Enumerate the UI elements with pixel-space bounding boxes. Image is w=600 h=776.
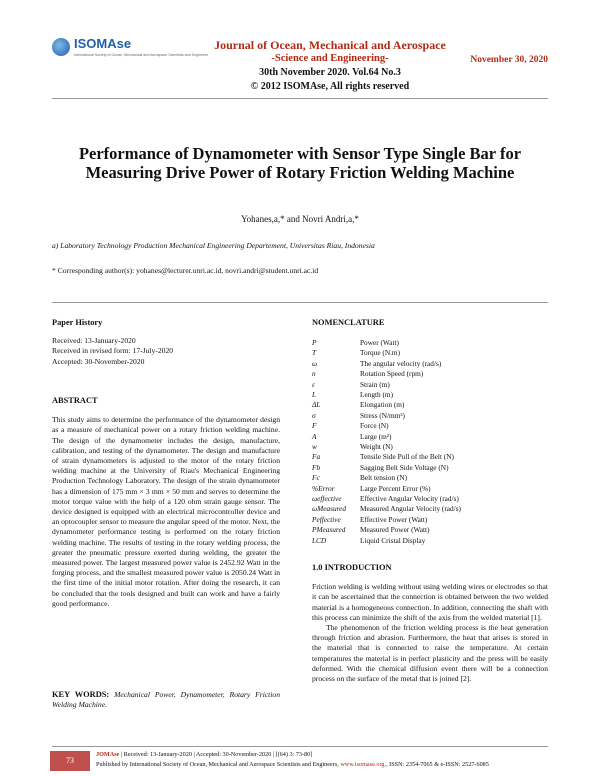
history-received: Received: 13-January-2020: [52, 336, 136, 346]
nomenclature-definition: Sagging Belt Side Voltage (N): [360, 462, 449, 472]
nomenclature-definition: Large Percent Error (%): [360, 483, 431, 493]
nomenclature-definition: Force (N): [360, 421, 389, 431]
header-date: November 30, 2020: [470, 55, 548, 65]
globe-icon: [52, 38, 70, 56]
intro-paragraph-1: Friction welding is welding without using welding wires or electrodes so that it can be ascertained that the connection is obtained between the two welded material is a homogeneous connection. In addition, connecting the shaft with this process can minimize the shift of the axis from the welded material [1].: [312, 582, 548, 622]
logo-name: ISOMAse: [74, 36, 132, 51]
nomenclature-title: NOMENCLATURE: [312, 318, 385, 327]
nomenclature-row: [312, 525, 548, 536]
abstract-text: This study aims to determine the performance of the dynamometer design as a measure of mechanical power on a rotary friction welding machine. The design of the dynamometer includes the design, manufacture, calibration, and testing of the dynamometer. The design and manufacture of strain dynamometers is adjusted to the motor of the rotary friction welding machine at the University of Riau's Mechanical Engineering Production Technology Laboratory. The design of the strain dynamometer has a dimension of 175 mm × 3 mm × 50 mm and serves to determine the motor torque value with the help of a 120 ohm strain gauge sensor. The device designed is equipped with an electrical microcontroller device and an optocoupler sensor to measure the angular speed of the motor. Next, the dynamometer performance testing is performed on the rotary friction welding machine. The results of testing in the rotary welding process, the greater the pneumatic pressure exerted during welding, the greater the measured power. The largest measured power value is 2452.92 Watt in the forging process, and the smallest measured power value is 2050.24 Watt in the first time of the initial motor rotation. After doing the research, it can be concluded that the tools designed and built can work and have a fairly good performance.: [52, 415, 280, 608]
nomenclature-symbol: w: [312, 442, 317, 451]
nomenclature-symbol: Peffective: [312, 514, 341, 524]
abstract-section: [52, 396, 280, 609]
nomenclature-row: [312, 515, 548, 526]
footer-brand: JOMAse: [96, 751, 120, 758]
intro-heading: 1.0 INTRODUCTION: [312, 563, 392, 572]
nomenclature-row: [312, 421, 548, 432]
footer-publisher: Published by International Society of Ocean, Mechanical and Aerospace Scientists and Engineers,: [96, 761, 339, 768]
nomenclature-definition: Tensile Side Pull of the Belt (N): [360, 452, 454, 462]
keywords-text: Mechanical Power, Dynamometer, Rotary Friction Welding Machine.: [52, 690, 280, 710]
nomenclature-definition: Elongation (m): [360, 400, 405, 410]
keywords-label: KEY WORDS:: [52, 690, 110, 699]
footer-line-2: [96, 761, 489, 768]
nomenclature-symbol: Fc: [312, 473, 320, 483]
logo-subtitle: International Society of Ocean, Mechanical and Aerospace Scientists and Engineers: [74, 53, 208, 57]
nomenclature-heading: [312, 318, 548, 328]
keywords: [52, 690, 280, 710]
nomenclature-row: [312, 473, 548, 484]
nomenclature-definition: Effective Power (Watt): [360, 514, 428, 524]
nomenclature-symbol: P: [312, 338, 317, 347]
nomenclature-symbol: n: [312, 369, 316, 379]
nomenclature-definition: Liquid Cristal Display: [360, 535, 426, 545]
journal-header: [200, 38, 460, 94]
nomenclature-row: [312, 338, 548, 349]
nomenclature-row: [312, 494, 548, 505]
history-heading: Paper History: [52, 318, 103, 327]
nomenclature-definition: Measured Angular Velocity (rad/s): [360, 504, 461, 514]
title-line-1: Performance of Dynamometer with Sensor Type Single Bar for: [78, 144, 522, 163]
nomenclature-symbol: ε: [312, 379, 315, 389]
nomenclature-row: [312, 504, 548, 515]
title-line-2: Measuring Drive Power of Rotary Friction Welding Machine: [85, 163, 515, 182]
nomenclature-symbol: ω: [312, 358, 318, 368]
nomenclature-row: [312, 411, 548, 422]
nomenclature-symbol: ΔL: [312, 400, 321, 410]
history-accepted: Accepted: 30-November-2020: [52, 356, 145, 366]
nomenclature-definition: Torque (N.m): [360, 348, 401, 358]
nomenclature-definition: Strain (m): [360, 379, 390, 389]
meta-divider: [52, 302, 548, 303]
journal-logo: [52, 36, 208, 66]
footer-line-1: [96, 751, 312, 758]
nomenclature-row: [312, 463, 548, 474]
nomenclature-definition: Weight (N): [360, 442, 393, 451]
nomenclature-symbol: ωMeasured: [312, 504, 347, 514]
nomenclature-symbol: %Error: [312, 483, 335, 493]
nomenclature-symbol: σ: [312, 410, 316, 420]
history-revised: Received in revised form: 17-July-2020: [52, 346, 174, 356]
journal-copyright: © 2012 ISOMAse, All rights reserved: [250, 81, 410, 92]
footer-divider: [52, 746, 548, 747]
nomenclature-symbol: Fa: [312, 452, 321, 462]
nomenclature-symbol: ωeffective: [312, 494, 342, 503]
journal-issue: 30th November 2020. Vol.64 No.3: [259, 67, 401, 78]
nomenclature-definition: Power (Watt): [360, 338, 399, 347]
footer-issn: , ISSN: 2354-7065 & e-ISSN: 2527-6085: [386, 761, 489, 768]
nomenclature-row: [312, 442, 548, 453]
nomenclature-row: [312, 380, 548, 391]
nomenclature-row: [312, 432, 548, 443]
intro-paragraph-2: The phenomenon of the friction welding process is the heat generation through friction and abrasion. Furthermore, the heat that arises is stored in the material that is connected to raise the temperature. At certain temperatures the material is in perfect plasticity and the press will be easily deformed. With the chemical diffusion event there will be a connection process on the surface of the metal that is joined [2].: [312, 623, 548, 684]
nomenclature-symbol: T: [312, 348, 317, 358]
nomenclature-symbol: Fb: [312, 462, 321, 472]
corresponding-author: * Corresponding author(s): yohanes@lecturer.unri.ac.id, novri.andri@student.unri.ac.id: [52, 266, 319, 275]
nomenclature-row: [312, 484, 548, 495]
nomenclature-definition: The angular velocity (rad/s): [360, 358, 442, 368]
journal-title: Journal of Ocean, Mechanical and Aerospace: [214, 38, 446, 52]
nomenclature-row: [312, 348, 548, 359]
nomenclature-definition: Large (m²): [360, 431, 392, 441]
nomenclature-definition: Measured Power (Watt): [360, 525, 430, 535]
nomenclature-row: [312, 536, 548, 547]
footer-dates: | Received: 13-January-2020 | Accepted: 30-November-2020 | [(64) 3: 73-80]: [120, 751, 313, 758]
affiliation: a) Laboratory Technology Production Mechanical Engineering Departement, Universitas Riau, Indonesia: [52, 241, 375, 250]
nomenclature-symbol: LCD: [312, 535, 327, 545]
introduction-section: [312, 563, 548, 684]
header-divider: [52, 98, 548, 99]
nomenclature-row: [312, 359, 548, 370]
abstract-heading: ABSTRACT: [52, 396, 98, 405]
nomenclature-definition: Belt tension (N): [360, 473, 408, 483]
nomenclature-symbol: F: [312, 421, 317, 431]
footer-url-link[interactable]: www.isomase.org.: [340, 761, 387, 768]
nomenclature-row: [312, 452, 548, 463]
journal-subtitle: -Science and Engineering-: [271, 53, 389, 64]
nomenclature-symbol: L: [312, 390, 317, 399]
nomenclature-row: [312, 390, 548, 401]
nomenclature-definition: Rotation Speed (rpm): [360, 369, 424, 379]
page-number: 73: [50, 751, 90, 771]
nomenclature-row: [312, 400, 548, 411]
paper-history: [52, 318, 280, 367]
nomenclature-row: [312, 369, 548, 380]
authors: Yohanes,a,* and Novri Andri,a,*: [241, 214, 359, 224]
nomenclature-definition: Effective Angular Velocity (rad/s): [360, 494, 459, 503]
nomenclature-definition: Stress (N/mm²): [360, 410, 405, 420]
nomenclature-definition: Length (m): [360, 390, 394, 399]
nomenclature-symbol: A: [312, 431, 317, 441]
paper-title: [52, 144, 548, 182]
nomenclature-symbol: PMeasured: [312, 525, 346, 535]
